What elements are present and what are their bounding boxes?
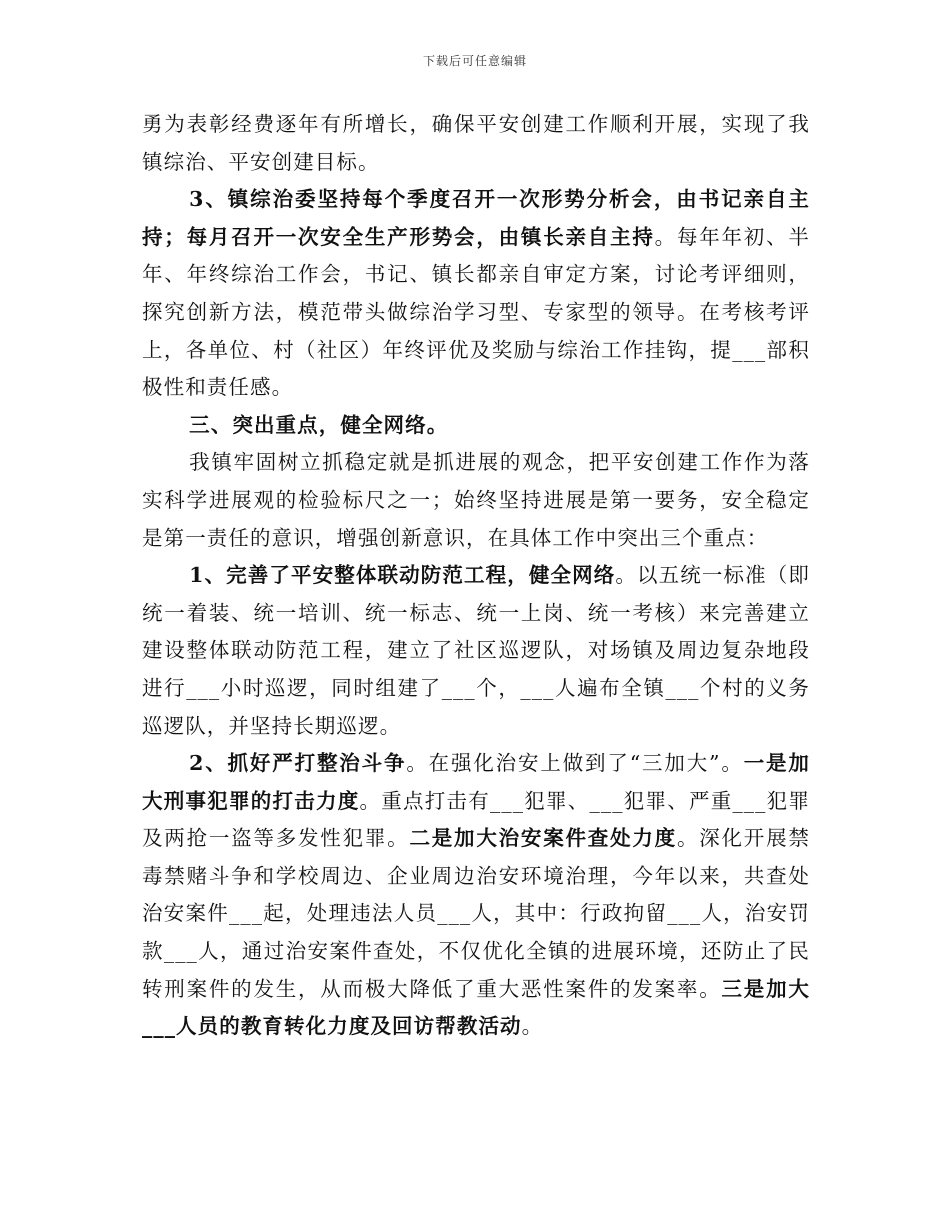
page-header: 下载后可任意编辑 — [422, 54, 527, 68]
section-heading — [142, 407, 810, 445]
paragraph-text: 。以五统一标准（即统一着装、统一培训、统一标志、统一上岗、统一考核）来完善建立建设整体联动防范工程，建立了社区巡逻队，对场镇及周边复杂地段进行___小时巡逻，同时组建了___个，___人遍布全镇___个村的义务巡逻队，并坚持长期巡逻。 — [142, 563, 811, 738]
paragraph-5 — [142, 557, 810, 745]
paragraph-2 — [142, 181, 810, 407]
bold-point-text: 一是加大刑事犯罪的打击力度 — [142, 751, 810, 813]
bold-point-text: 二是加大治安案件查处力度 — [409, 826, 677, 851]
paragraph-text: 。重点打击有___犯罪、___犯罪、严重___犯罪及两抢一盗等多发性犯罪。 — [142, 788, 811, 851]
bold-heading-text: 3、镇综治委坚持每个季度召开一次形势分析会，由书记亲自主持；每月召开一次安全生产形势会，由镇长亲自主持 — [142, 187, 810, 249]
bold-heading-text: 1、完善了平安整体联动防范工程，健全网络 — [189, 563, 616, 588]
paragraph-text: 。每年年初、半年、年终综治工作会，书记、镇长都亲自审定方案，讨论考评细则，探究创新方法，模范带头做综治学习型、专家型的领导。在考核考评上，各单位、村（社区）年终评优及奖励与综治工作挂钩，提___部积极性和责任感。 — [142, 224, 810, 400]
paragraph-1 — [142, 106, 810, 181]
paragraph-text: 。深化开展禁毒禁赌斗争和学校周边、企业周边治安环境治理，今年以来，共查处治安案件___起，处理违法人员___人，其中：行政拘留___人，治安罚款___人，通过治安案件查处，不仅优化全镇的进展环境，还防止了民转刑案件的发生，从而极大降低了重大恶性案件的发案率。 — [142, 826, 810, 1001]
paragraph-text: 。 — [521, 1014, 544, 1039]
bold-point-text: 三是加大___人员的教育转化力度及回访帮教活动 — [142, 976, 810, 1039]
document-body — [142, 106, 810, 1046]
section-heading-text: 三、突出重点，健全网络。 — [189, 412, 449, 437]
paragraph-4 — [142, 444, 810, 557]
paragraph-text: 勇为表彰经费逐年有所增长，确保平安创建工作顺利开展，实现了我镇综治、平安创建目标。 — [142, 112, 810, 174]
paragraph-text: 。在强化治安上做到了“三加大”。 — [406, 751, 744, 776]
bold-heading-text: 2、抓好严打整治斗争 — [189, 751, 407, 776]
paragraph-6 — [142, 745, 810, 1046]
paragraph-text: 我镇牢固树立抓稳定就是抓进展的观念，把平安创建工作作为落实科学进展观的检验标尺之一；始终坚持进展是第一要务，安全稳定是第一责任的意识，增强创新意识，在具体工作中突出三个重点： — [142, 450, 810, 550]
